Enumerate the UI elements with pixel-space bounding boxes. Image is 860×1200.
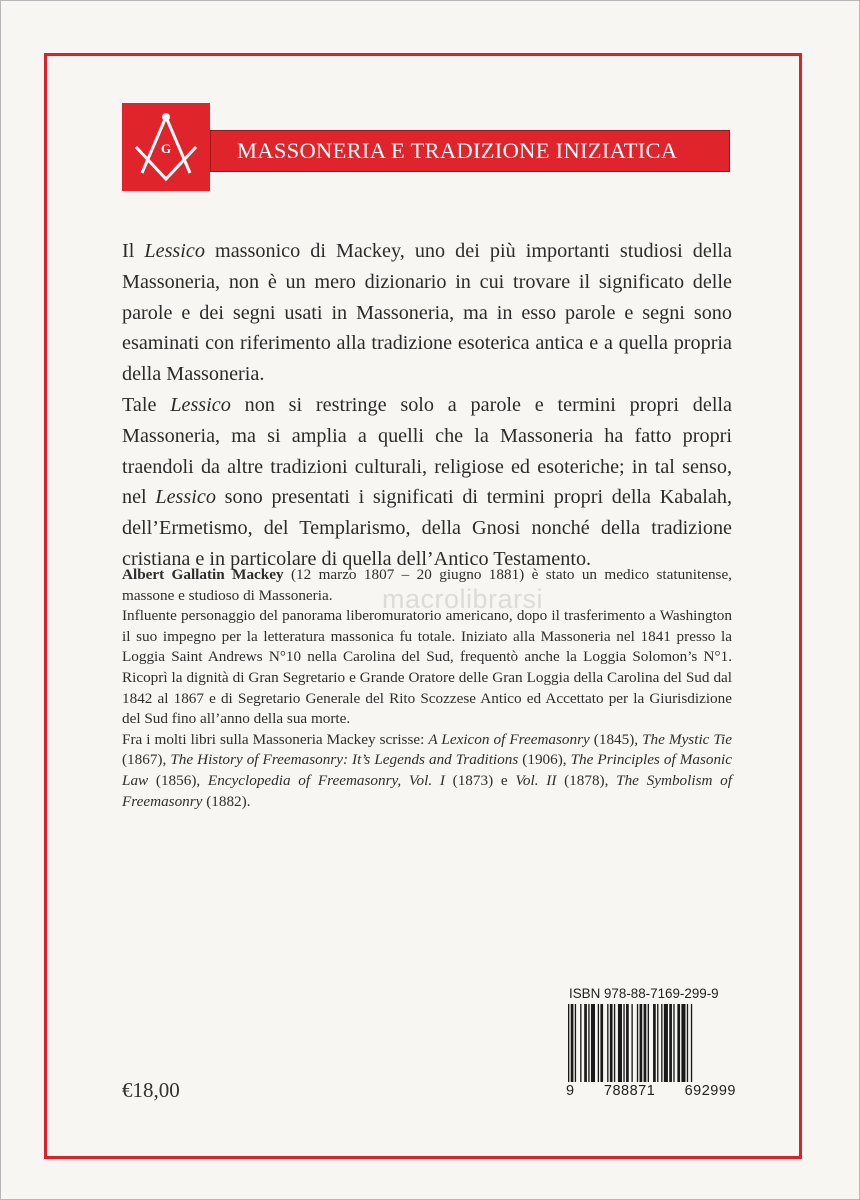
square-and-compasses-icon — [122, 103, 210, 191]
barcode-bar — [653, 1004, 656, 1082]
barcode-bar — [657, 1004, 658, 1082]
barcode — [566, 1004, 736, 1082]
barcode-bar — [618, 1004, 622, 1082]
text-span: (1878), — [556, 771, 617, 789]
author-name: Albert Gallatin Mackey — [122, 566, 284, 583]
text-span: (1873) e — [444, 771, 516, 789]
barcode-bar — [575, 1004, 576, 1082]
barcode-bar — [568, 1004, 569, 1082]
book-title: The Mystic Tie — [642, 730, 732, 748]
bio-paragraph-3 — [122, 730, 732, 812]
text-span: sono presentati i significati di termini propri della Kabalah, dell’Ermetismo, del Templarismo, della Gnosi nonché della tradizione cristiana e in particolare di quella dell’Antico Testamento. — [122, 486, 732, 570]
barcode-bar — [626, 1004, 629, 1082]
author-biography — [122, 565, 732, 812]
barcode-bar — [580, 1004, 581, 1082]
barcode-bar — [677, 1004, 680, 1082]
barcode-bar — [691, 1004, 692, 1082]
text-span: (1906), — [518, 751, 571, 769]
text-span: (1867), — [122, 751, 171, 769]
text-span: (12 marzo 1807 – 20 giugno 1881) è stato un medico statunitense, massone e studioso di Massoneria. — [122, 566, 732, 604]
barcode-bar — [687, 1004, 688, 1082]
barcode-bar — [640, 1004, 643, 1082]
italic-title: Lessico — [170, 393, 231, 416]
series-title: MASSONERIA E TRADIZIONE INIZIATICA — [237, 138, 678, 163]
book-title: The Symbolism of Freemasonry — [122, 771, 732, 810]
barcode-bar — [610, 1004, 613, 1082]
barcode-bar — [648, 1004, 649, 1082]
description-paragraph-2 — [122, 390, 732, 575]
text-span: (1845), — [589, 730, 643, 748]
book-description — [122, 236, 732, 575]
text-span: (1882). — [202, 792, 251, 810]
barcode-bar — [623, 1004, 624, 1082]
barcode-digit-group: 692999 — [684, 1083, 736, 1099]
barcode-bar — [588, 1004, 589, 1082]
barcode-bars — [566, 1004, 736, 1082]
price: €18,00 — [122, 1078, 180, 1102]
text-span: Tale — [122, 393, 171, 416]
italic-title: Lessico — [155, 486, 216, 509]
text-span: non si restringe solo a parole e termini propri della Massoneria, ma si amplia a quelli che la Massoneria ha fatto propri traendoli da altre tradizioni culturali, religiose ed esoteriche; in tal senso, nel — [122, 393, 732, 509]
barcode-digit-group: 9 — [566, 1083, 575, 1099]
barcode-bar — [607, 1004, 608, 1082]
barcode-bar — [631, 1004, 632, 1082]
description-paragraph-1 — [122, 236, 732, 390]
text-span: (1856), — [148, 771, 208, 789]
text-span: massonico di Mackey, uno dei più importanti studiosi della Massoneria, non è un mero dizionario in cui trovare il significato delle parole e dei segni usati in Massoneria, ma in esso parole e segni sono esaminati con riferimento alla tradizione esoterica antica e a quella propria della Massoneria. — [122, 240, 732, 386]
series-logo — [122, 103, 210, 191]
book-title: Encyclopedia of Freemasonry, Vol. I — [207, 771, 445, 789]
book-title: The History of Freemasonry: It’s Legends and Traditions — [170, 751, 519, 769]
barcode-bar — [637, 1004, 638, 1082]
logo-letter: G — [160, 141, 172, 156]
barcode-bar — [664, 1004, 668, 1082]
barcode-digits — [566, 1083, 736, 1099]
bio-paragraph-1 — [122, 565, 732, 606]
barcode-bar — [571, 1004, 574, 1082]
barcode-bar — [600, 1004, 603, 1082]
barcode-bar — [591, 1004, 595, 1082]
barcode-bar — [673, 1004, 674, 1082]
watermark: macrolibrarsi — [382, 584, 544, 614]
barcode-bar — [669, 1004, 672, 1082]
barcode-bar — [584, 1004, 587, 1082]
text-span: Fra i molti libri sulla Massoneria Mackey scrisse: — [122, 730, 429, 748]
barcode-bar — [681, 1004, 685, 1082]
italic-title: Lessico — [144, 240, 205, 262]
barcode-bar — [661, 1004, 662, 1082]
barcode-bar — [598, 1004, 599, 1082]
book-title: A Lexicon of Freemasonry — [428, 730, 590, 748]
book-title: The Principles of Masonic Law — [122, 751, 733, 789]
isbn-label: ISBN 978-88-7169-299-9 — [569, 986, 719, 1001]
series-banner — [210, 130, 730, 172]
bio-paragraph-2: Influente personaggio del panorama liberomuratorio americano, dopo il trasferimento a Washington il suo impegno per la letteratura massonica fu totale. Iniziato alla Massoneria nel 1841 presso la Loggia Saint Andrews N°10 nella Carolina del Sud, frequentò anche la Loggia Solomon’s N°1. Ricoprì la dignità di Gran Segretario e Grande Oratore delle Gran Loggia della Carolina del Sud dal 1842 al 1867 e di Segretario Generale del Rito Scozzese Antico ed Accettato per la Giurisdizione del Sud fino all’anno della sua morte. — [122, 607, 732, 728]
barcode-digit-group: 788871 — [603, 1083, 656, 1099]
text-span: Il — [122, 240, 145, 262]
barcode-bar — [614, 1004, 615, 1082]
barcode-bar — [644, 1004, 647, 1082]
book-title: Vol. II — [515, 771, 557, 789]
